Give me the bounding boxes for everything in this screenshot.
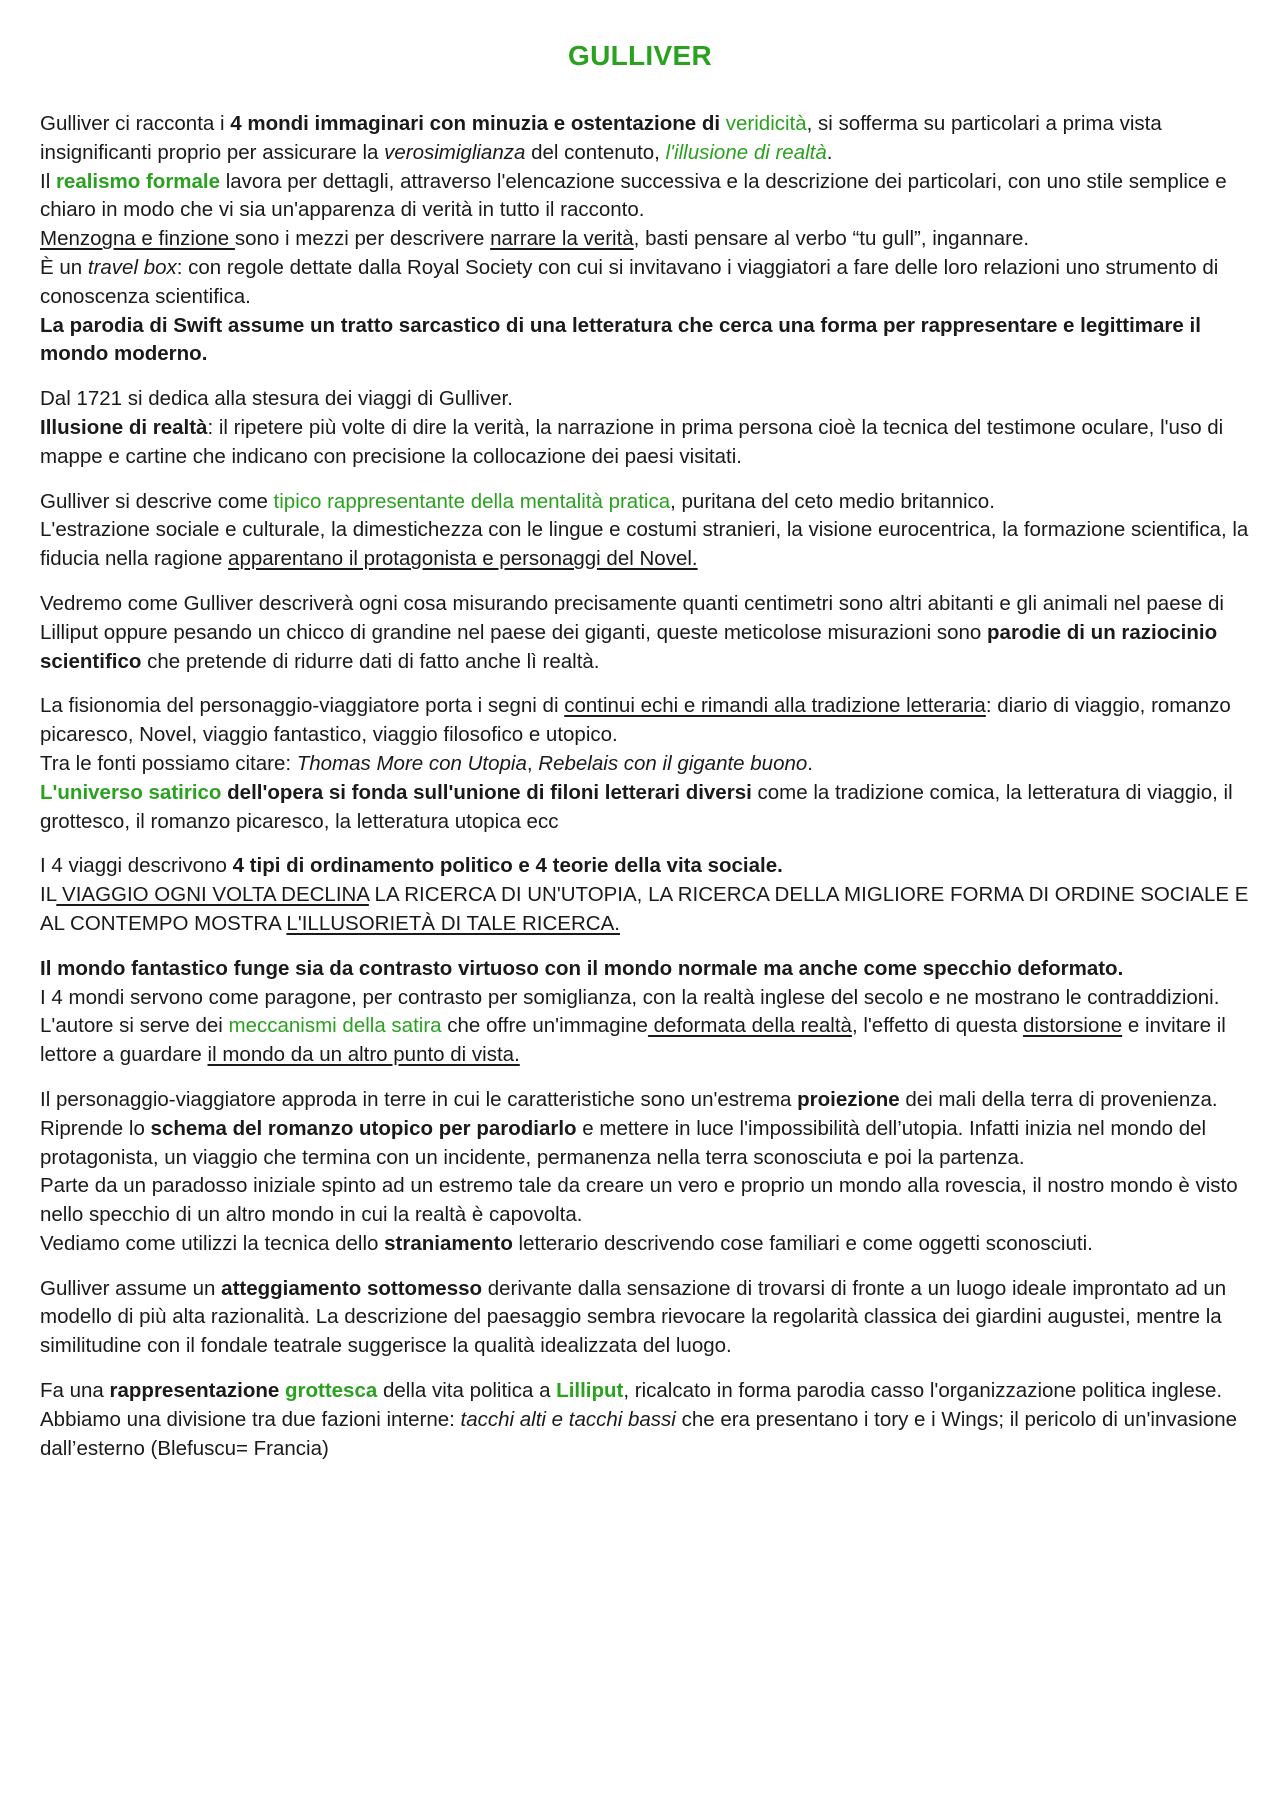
text-run: IL xyxy=(40,883,57,907)
highlight-run: realismo formale xyxy=(55,169,221,193)
text-run: Gulliver assume un xyxy=(40,1276,222,1300)
paragraph-parodia: La parodia di Swift assume un tratto sarcastico di una letteratura che cerca una forma per rappresentare e legittimare il mondo moderno. xyxy=(40,313,1201,366)
paragraph-proiezione xyxy=(40,1086,1254,1115)
paragraph-utopia xyxy=(40,881,1254,939)
bold-run: straniamento xyxy=(384,1231,513,1255)
bold-run: Illusione di realtà xyxy=(40,415,208,439)
document-body xyxy=(40,110,1254,1463)
text-run: Fa una xyxy=(40,1379,110,1403)
paragraph-1721: Dal 1721 si dedica alla stesura dei viaggi di Gulliver. xyxy=(40,387,513,411)
text-run: letterario descrivendo cose familiari e come oggetti sconosciuti. xyxy=(512,1231,1093,1255)
text-run: Vedremo come Gulliver descriverà ogni cosa misurando precisamente quanti centimetri sono altri abitanti e gli animali nel paese di Lilliput oppure pesando un chicco di grandine nel paese dei giganti, queste meticolose misurazioni sono xyxy=(40,591,1224,644)
underlined-run: L'ILLUSORIETÀ DI TALE RICERCA. xyxy=(286,911,620,935)
italic-run: verosimiglianza xyxy=(384,140,526,164)
underlined-run: il mondo da un altro punto di vista. xyxy=(207,1043,520,1067)
page-title: GULLIVER xyxy=(568,40,712,71)
highlight-run: veridicità xyxy=(725,112,807,135)
underlined-run: apparentano il protagonista e personaggi del Novel. xyxy=(228,547,698,571)
text-run: . xyxy=(826,140,833,164)
underlined-run: VIAGGIO OGNI VOLTA DECLINA xyxy=(56,883,369,907)
paragraph-mondo-fantastico: Il mondo fantastico funge sia da contrasto virtuoso con il mondo normale ma anche come specchio deformato. xyxy=(40,956,1124,980)
text-run: Tra le fonti possiamo citare: xyxy=(40,751,297,775)
text-run: La fisionomia del personaggio-viaggiatore porta i segni di xyxy=(40,694,565,718)
text-run: , puritana del ceto medio britannico. xyxy=(670,489,995,513)
text-run: , si sofferma su particolari a prima vista insignificanti proprio per assicurare la xyxy=(40,112,1162,164)
text-run: Gulliver si descrive come xyxy=(40,489,274,513)
italic-run: travel box xyxy=(87,255,177,279)
italic-run: tacchi alti e tacchi bassi xyxy=(460,1407,676,1431)
bold-run: 4 mondi immaginari con minuzia e ostentazione di xyxy=(230,112,726,135)
text-run: : diario di viaggio, romanzo picaresco, Novel, viaggio fantastico, viaggio filosofico e utopico. xyxy=(40,694,1231,747)
text-run: e invitare il lettore a guardare xyxy=(40,1014,1226,1067)
paragraph-straniamento xyxy=(40,1230,1254,1259)
paragraph-4-viaggi xyxy=(40,852,1254,881)
italic-run: Rebelais con il gigante buono xyxy=(538,751,808,775)
highlight-run: l'illusione di realtà xyxy=(665,140,827,164)
text-run: . xyxy=(807,751,813,775)
paragraph-illusione xyxy=(40,414,1254,472)
bold-run: parodie di un raziocinio scientifico xyxy=(40,620,1218,673)
paragraph-menzogna xyxy=(40,225,1254,254)
text-run: : il ripetere più volte di dire la verità, la narrazione in prima persona cioè la tecnica del testimone oculare, l'uso di mappe e cartine che indicano con precisione la collocazione dei paesi visitati. xyxy=(40,415,1224,468)
text-run: È un xyxy=(40,255,88,279)
text-run: lavora per dettagli, attraverso l'elencazione successiva e la descrizione dei particolari, con uno stile semplice e chiaro in modo che vi sia un'apparenza di verità in tutto il racconto. xyxy=(40,169,1227,222)
text-run: , xyxy=(526,751,539,775)
highlight-run: grottesca xyxy=(284,1379,378,1403)
text-run: sono i mezzi per descrivere xyxy=(234,227,491,251)
highlight-run: tipico rappresentante della mentalità pratica xyxy=(273,489,671,513)
text-run: dei mali della terra di provenienza. xyxy=(899,1087,1218,1111)
text-run: LA RICERCA DI UN'UTOPIA, LA RICERCA DELLA MIGLIORE FORMA DI ORDINE SOCIALE E AL CONTEMPO MOSTRA xyxy=(40,883,1249,935)
highlight-run: L'universo satirico xyxy=(40,780,222,804)
text-run: , ricalcato in forma parodia casso l'organizzazione politica inglese. Abbiamo una divisione tra due fazioni interne: xyxy=(40,1379,1223,1431)
text-run: e mettere in luce l'impossibilità dell’utopia. Infatti inizia nel mondo del protagonista, un viaggio che termina con un incidente, permanenza nella terra sconosciuta e poi la partenza. xyxy=(40,1116,1207,1169)
paragraph-schema-utopico xyxy=(40,1115,1254,1173)
paragraph-paragone xyxy=(40,984,1254,1070)
paragraph-fisionomia xyxy=(40,692,1254,750)
text-run: Riprende lo xyxy=(40,1116,151,1140)
bold-run: 4 tipi di ordinamento politico e 4 teorie della vita sociale. xyxy=(232,854,783,878)
underlined-run: Menzogna e finzione xyxy=(40,227,235,251)
paragraph-universo-satirico xyxy=(40,779,1254,837)
text-run: come la tradizione comica, la letteratura di viaggio, il grottesco, il romanzo picaresco, la letteratura utopica ecc xyxy=(40,780,1233,833)
highlight-run: meccanismi della satira xyxy=(228,1014,442,1038)
text-run: I 4 mondi servono come paragone, per contrasto per somiglianza, con la realtà inglese del secolo e ne mostrano le contraddizioni. L'autore si serve dei xyxy=(40,985,1220,1038)
paragraph-mentalita-pratica xyxy=(40,488,1254,517)
text-run: , basti pensare al verbo “tu gull”, ingannare. xyxy=(633,227,1030,251)
text-run: Vediamo come utilizzi la tecnica dello xyxy=(40,1231,385,1255)
underlined-run: continui echi e rimandi alla tradizione letteraria xyxy=(564,694,986,718)
text-run: della vita politica a xyxy=(377,1379,557,1403)
paragraph-estrazione-sociale xyxy=(40,516,1254,574)
bold-run: rappresentazione xyxy=(109,1379,280,1403)
bold-run: atteggiamento sottomesso xyxy=(221,1276,483,1300)
text-run: che offre un'immagine xyxy=(441,1014,648,1038)
paragraph-paradosso: Parte da un paradosso iniziale spinto ad un estremo tale da creare un vero e proprio un mondo alla rovescia, il nostro mondo è visto nello specchio di un altro mondo in cui la realtà è capovolta. xyxy=(40,1174,1238,1227)
text-run: L'estrazione sociale e culturale, la dimestichezza con le lingue e costumi stranieri, la visione eurocentrica, la formazione scientifica, la fiducia nella ragione xyxy=(40,518,1249,571)
text-run: che era presentano i tory e i Wings; il pericolo di un'invasione dall’esterno (Blefuscu= Francia) xyxy=(40,1407,1238,1460)
text-run: del contenuto, xyxy=(525,140,666,164)
paragraph-travel-box xyxy=(40,254,1254,312)
text-run: Il xyxy=(40,169,56,193)
text-run: che pretende di ridurre dati di fatto anche lì realtà. xyxy=(141,649,600,673)
text-run: Il personaggio-viaggiatore approda in terre in cui le caratteristiche sono un'estrema xyxy=(40,1087,798,1111)
underlined-run: narrare la verità xyxy=(490,227,634,251)
bold-run: dell'opera si fonda sull'unione di filoni letterari diversi xyxy=(221,780,752,804)
bold-run: schema del romanzo utopico per parodiarlo xyxy=(150,1116,577,1140)
highlight-run: Lilliput xyxy=(556,1379,624,1403)
paragraph-veridicita xyxy=(40,110,1254,168)
paragraph-fonti xyxy=(40,750,1254,779)
text-run: Gulliver ci racconta i xyxy=(40,112,231,135)
italic-run: Thomas More con Utopia xyxy=(296,751,527,775)
underlined-run: distorsione xyxy=(1023,1014,1123,1038)
text-run: derivante dalla sensazione di trovarsi di fronte a un luogo ideale improntato ad un modello di più alta razionalità. La descrizione del paesaggio sembra rievocare la regolarità classica dei giardini augustei, mentre la similitudine con il fondale teatrale suggerisce la qualità idealizzata del luogo. xyxy=(40,1276,1227,1358)
paragraph-misurazioni xyxy=(40,590,1254,676)
paragraph-atteggiamento xyxy=(40,1275,1254,1361)
paragraph-lilliput xyxy=(40,1377,1254,1463)
text-run: , l'effetto di questa xyxy=(851,1014,1024,1038)
paragraph-realismo-formale xyxy=(40,168,1254,226)
bold-run: proiezione xyxy=(797,1087,900,1111)
text-run: I 4 viaggi descrivono xyxy=(40,854,233,878)
text-run: : con regole dettate dalla Royal Society con cui si invitavano i viaggiatori a fare delle loro relazioni uno strumento di conoscenza scientifica. xyxy=(40,255,1219,308)
underlined-run: deformata della realtà xyxy=(647,1014,852,1038)
